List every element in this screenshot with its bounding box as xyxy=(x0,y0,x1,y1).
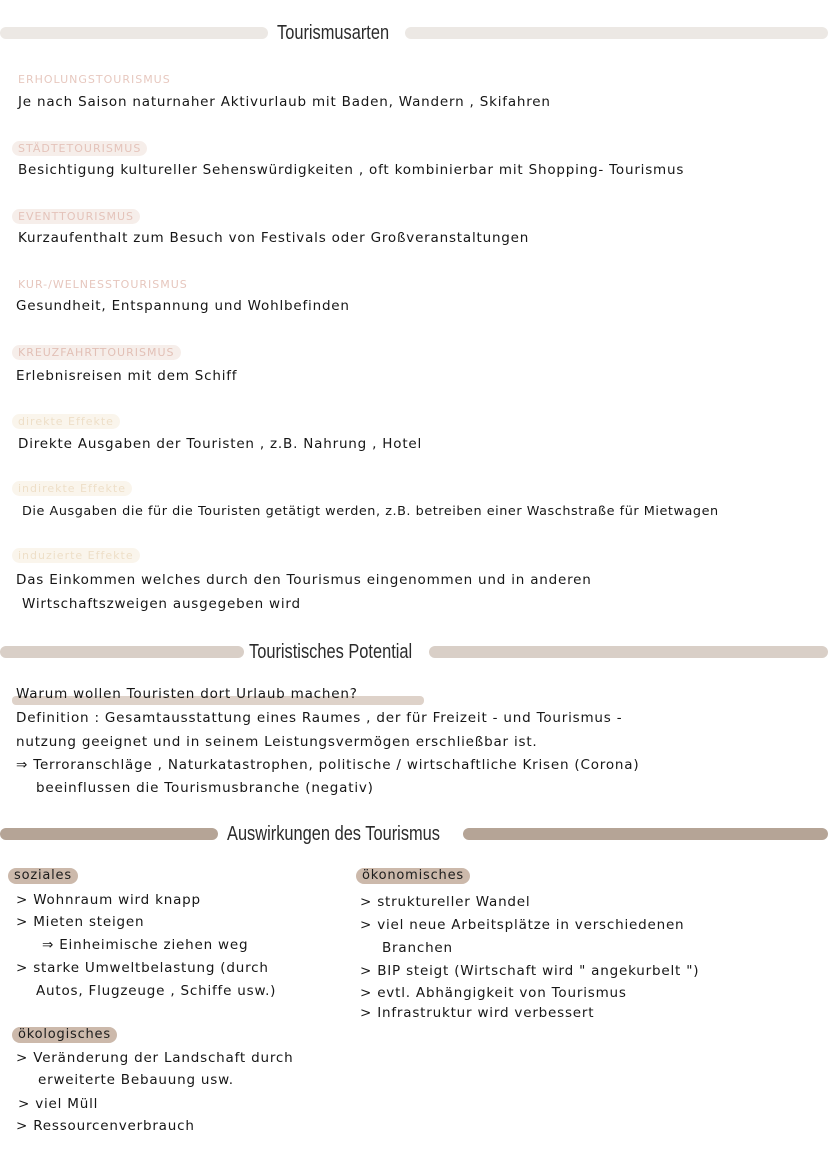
section-header-tourismusarten xyxy=(0,18,828,48)
category-description: Besichtigung kultureller Sehenswürdigkeiten , oft kombinierbar mit Shopping- Tourismus xyxy=(18,162,685,178)
soziales-item: > Mieten steigen xyxy=(16,914,145,930)
header-bar-right xyxy=(463,828,828,840)
soziales-item: Autos, Flugzeuge , Schiffe usw.) xyxy=(36,983,277,999)
effect-description: Direkte Ausgaben der Touristen , z.B. Nahrung , Hotel xyxy=(18,436,423,452)
category-description: Je nach Saison naturnaher Aktivurlaub mit Baden, Wandern , Skifahren xyxy=(18,94,551,110)
header-bar-right xyxy=(429,646,828,658)
category-tag: ERHOLUNGSTOURISMUS xyxy=(18,73,171,86)
header-bar-left xyxy=(0,828,218,840)
oekonomisches-item: > viel neue Arbeitsplätze in verschiedenen xyxy=(360,917,685,933)
category-tag: KUR-/WELNESSTOURISMUS xyxy=(18,278,188,291)
effect-description: Die Ausgaben die für die Touristen getätigt werden, z.B. betreiben einer Waschstraße für Mietwagen xyxy=(22,504,719,519)
category-tag: STÄDTETOURISMUS xyxy=(12,141,147,156)
soziales-item: ⇒ Einheimische ziehen weg xyxy=(42,937,249,953)
definition-line: Definition : Gesamtausstattung eines Raumes , der für Freizeit - und Tourismus - xyxy=(16,710,623,726)
section-header-potential xyxy=(0,637,828,667)
section-header-auswirkungen xyxy=(0,819,828,849)
oekonomisches-item: Branchen xyxy=(382,940,453,956)
category-tag: EVENTTOURISMUS xyxy=(12,209,140,224)
oekonomisches-item: > BIP steigt (Wirtschaft wird " angekurbelt ") xyxy=(360,963,700,979)
effect-tag: indirekte Effekte xyxy=(12,481,132,496)
oekologisches-item: > Veränderung der Landschaft durch xyxy=(16,1050,294,1066)
section-title: Touristisches Potential xyxy=(249,641,413,663)
section-title: Auswirkungen des Tourismus xyxy=(227,823,441,845)
effect-description: Wirtschaftszweigen ausgegeben wird xyxy=(22,596,301,612)
category-description: Gesundheit, Entspannung und Wohlbefinden xyxy=(16,298,350,314)
oekonomisches-tag: ökonomisches xyxy=(356,868,470,884)
section-title: Tourismusarten xyxy=(277,22,390,44)
oekologisches-tag: ökologisches xyxy=(12,1027,117,1043)
oekonomisches-item: > struktureller Wandel xyxy=(360,894,531,910)
header-bar-left xyxy=(0,646,244,658)
category-description: Kurzaufenthalt zum Besuch von Festivals oder Großveranstaltungen xyxy=(18,230,530,246)
category-tag: KREUZFAHRTTOURISMUS xyxy=(12,345,181,360)
soziales-item: > Wohnraum wird knapp xyxy=(16,892,201,908)
potential-question: Warum wollen Touristen dort Urlaub machen? xyxy=(16,686,358,702)
oekologisches-item: erweiterte Bebauung usw. xyxy=(38,1072,234,1088)
oekonomisches-item: > evtl. Abhängigkeit von Tourismus xyxy=(360,985,627,1001)
effect-tag: induzierte Effekte xyxy=(12,548,140,563)
soziales-tag: soziales xyxy=(8,868,78,884)
header-bar-right xyxy=(405,27,828,39)
header-bar-left xyxy=(0,27,268,39)
consequence-line: ⇒ Terroranschläge , Naturkatastrophen, politische / wirtschaftliche Krisen (Corona) xyxy=(16,757,640,773)
oekologisches-item: > Ressourcenverbrauch xyxy=(16,1118,195,1134)
soziales-item: > starke Umweltbelastung (durch xyxy=(16,960,269,976)
oekologisches-item: > viel Müll xyxy=(18,1096,99,1112)
oekonomisches-item: > Infrastruktur wird verbessert xyxy=(360,1005,595,1021)
category-description: Erlebnisreisen mit dem Schiff xyxy=(16,368,238,384)
definition-line: nutzung geeignet und in seinem Leistungsvermögen erschließbar ist. xyxy=(16,734,538,750)
effect-tag: direkte Effekte xyxy=(12,414,120,429)
effect-description: Das Einkommen welches durch den Tourismus eingenommen und in anderen xyxy=(16,572,592,588)
consequence-line: beeinflussen die Tourismusbranche (negativ) xyxy=(36,780,374,796)
